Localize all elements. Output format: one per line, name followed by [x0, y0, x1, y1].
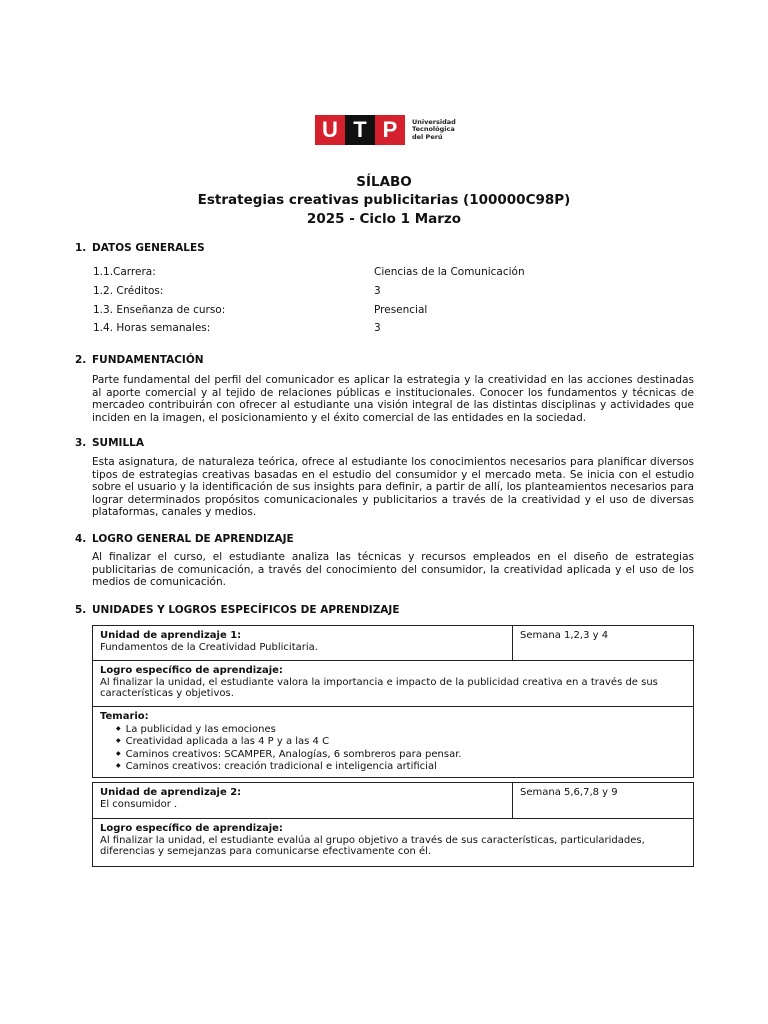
- section-title: LOGRO GENERAL DE APRENDIZAJE: [92, 533, 294, 545]
- logo-letter-t: T: [345, 115, 375, 145]
- row-value: 3: [374, 322, 381, 334]
- row-label: 1.4. Horas semanales:: [93, 322, 211, 334]
- logro-cell: [93, 661, 694, 707]
- logro-label: Logro específico de aprendizaje:: [100, 665, 283, 676]
- section-heading-5: [75, 604, 400, 616]
- row-label: 1.1.Carrera:: [93, 266, 156, 278]
- section-number: 5.: [75, 604, 87, 616]
- unit-name: Fundamentos de la Creatividad Publicitaria.: [100, 641, 318, 653]
- logro-general-text: Al finalizar el curso, el estudiante analiza las técnicas y recursos empleados en el diseño de estrategias publicitarias de comunicación, a través del conocimiento del consumidor, la creatividad aplicada y el uso de los medios de comunicación.: [92, 551, 694, 589]
- logro-label: Logro específico de aprendizaje:: [100, 823, 283, 834]
- section-number: 2.: [75, 354, 87, 366]
- row-label: 1.3. Enseñanza de curso:: [93, 304, 226, 316]
- fundamentacion-text: Parte fundamental del perfil del comunicador es aplicar la estrategia y la creatividad en las acciones destinadas al aporte comercial y al tejido de relaciones públicas e institucionales. Conocer los fundamentos y técnicas de mercadeo contribuirán con ofrecer al estudiante una visión integral de las distintas disciplinas y actividades que inciden en la imagen, el posicionamiento y el éxito comercial de las entidades en la sociedad.: [92, 374, 694, 424]
- unit-name: El consumidor .: [100, 798, 178, 810]
- row-value: Presencial: [374, 304, 428, 316]
- logo-letter-u: U: [315, 115, 345, 145]
- utp-logo: [315, 115, 456, 145]
- section-title: SUMILLA: [92, 437, 144, 449]
- logo-text: [412, 119, 456, 142]
- logo-letter-p: P: [375, 115, 405, 145]
- section-heading-2: [75, 354, 204, 366]
- section-title: UNIDADES Y LOGROS ESPECÍFICOS DE APRENDIZAJE: [92, 604, 400, 616]
- section-number: 1.: [75, 242, 87, 254]
- logro-cell: [93, 819, 694, 867]
- row-value: Ciencias de la Comunicación: [374, 266, 525, 278]
- unit-weeks: Semana 5,6,7,8 y 9: [513, 783, 694, 819]
- list-item: ◆ Caminos creativos: creación tradicional e inteligencia artificial: [116, 760, 686, 773]
- section-number: 4.: [75, 533, 87, 545]
- unit-cell: [93, 783, 513, 819]
- logo-text-line: Tecnológica: [412, 125, 455, 134]
- unit-table-1: [92, 625, 694, 778]
- section-title: FUNDAMENTACIÓN: [92, 354, 204, 366]
- unit-table-2: [92, 782, 694, 867]
- row-value: 3: [374, 285, 381, 297]
- list-item: ◆ Caminos creativos: SCAMPER, Analogías, 6 sombreros para pensar.: [116, 748, 686, 761]
- section-heading-4: [75, 533, 294, 545]
- unit-weeks: Semana 1,2,3 y 4: [513, 626, 694, 661]
- temario-label: Temario:: [100, 711, 149, 722]
- logro-text: Al finalizar la unidad, el estudiante valora la importancia e impacto de la publicidad creativa en a través de sus características y objetivos.: [100, 676, 658, 700]
- section-number: 3.: [75, 437, 87, 449]
- list-item: ◆ La publicidad y las emociones: [116, 723, 686, 736]
- logro-text: Al finalizar la unidad, el estudiante evalúa al grupo objetivo a través de sus características, particularidades, diferencias y semejanzas para comunicarse efectivamente con él.: [100, 834, 645, 858]
- section-heading-1: [75, 242, 205, 254]
- course-title: Estrategias creativas publicitarias (100000C98P): [197, 192, 571, 208]
- temario-list: [100, 723, 686, 773]
- cycle-title: 2025 - Ciclo 1 Marzo: [306, 211, 462, 227]
- sumilla-text: Esta asignatura, de naturaleza teórica, ofrece al estudiante los conocimientos necesarios para planificar diversos tipos de estrategias creativas basadas en el estudio del consumidor y el mercado meta. Se inicia con el estudio sobre el usuario y la identificación de sus insights para definir, a partir de allí, los planteamientos necesarios para lograr determinados propósitos comunicacionales y publicitarios a través de la creatividad y el uso de diversas plataformas, canales y medios.: [92, 456, 694, 519]
- row-label: 1.2. Créditos:: [93, 285, 164, 297]
- logo-text-line: Universidad: [412, 117, 456, 126]
- unit-heading: Unidad de aprendizaje 1:: [100, 630, 242, 641]
- unit-heading: Unidad de aprendizaje 2:: [100, 787, 242, 798]
- temario-cell: [93, 707, 694, 778]
- section-title: DATOS GENERALES: [92, 242, 205, 254]
- list-item: ◆ Creatividad aplicada a las 4 P y a las 4 C: [116, 735, 686, 748]
- section-heading-3: [75, 437, 144, 449]
- logo-text-line: del Perú: [412, 132, 443, 141]
- unit-cell: [93, 626, 513, 661]
- doc-title: SÍLABO: [356, 174, 412, 190]
